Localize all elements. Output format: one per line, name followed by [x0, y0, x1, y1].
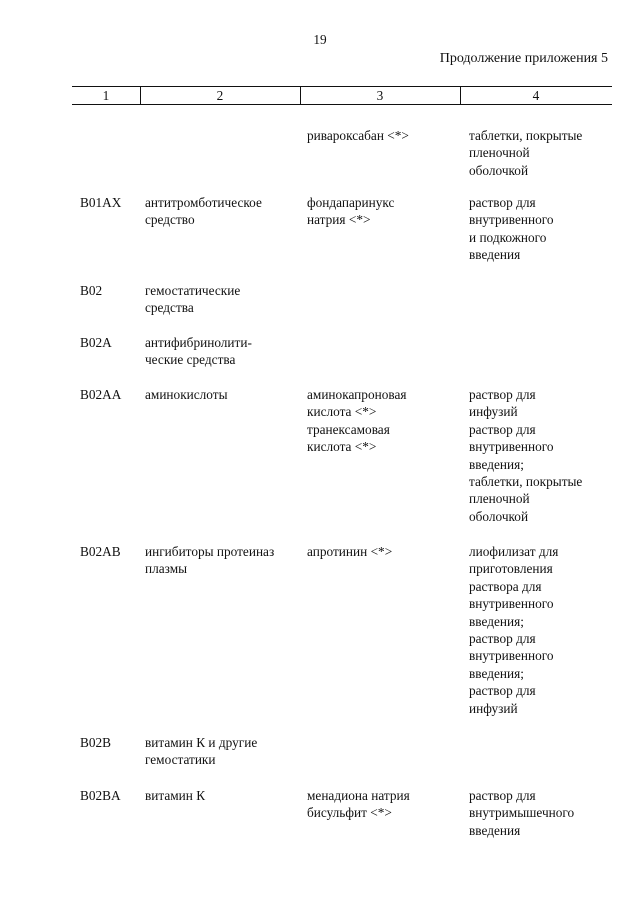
drug-cell — [307, 543, 462, 560]
page-number: 19 — [313, 32, 327, 47]
cell-line: витамин К и другие — [145, 735, 258, 750]
cell-line: лиофилизат для — [469, 544, 559, 559]
cell-line: B02A — [80, 335, 112, 350]
cell-line: B02BA — [80, 788, 121, 803]
cell-line: внутривенного — [469, 439, 554, 455]
group-cell — [145, 334, 300, 369]
cell-line: введения; — [469, 456, 524, 472]
code-cell — [80, 787, 140, 804]
cell-line: натрия <*> — [307, 212, 371, 228]
cell-line: ингибиторы протеиназ — [145, 544, 275, 559]
cell-line: кислота <*> — [307, 439, 377, 455]
cell-line: B01AX — [80, 195, 122, 210]
column-header-1: 1 — [102, 88, 110, 103]
cell-line: менадиона натрия — [307, 788, 410, 803]
cell-line: гемостатики — [145, 752, 216, 768]
cell-line: раствор для — [469, 683, 536, 699]
cell-line: аминокапроновая — [307, 387, 407, 402]
cell-line: раствора для — [469, 578, 542, 594]
cell-line: гемостатические — [145, 283, 241, 298]
cell-line: внутривенного — [469, 212, 554, 228]
cell-line: оболочкой — [469, 508, 529, 524]
cell-line: средства — [145, 300, 194, 316]
cell-line: бисульфит <*> — [307, 805, 392, 821]
code-cell — [80, 543, 140, 560]
cell-line: транексамовая — [307, 421, 390, 437]
cell-line: таблетки, покрытые — [469, 128, 583, 143]
cell-line: ческие средства — [145, 352, 236, 368]
cell-line: внутривенного — [469, 596, 554, 612]
cell-line: B02AA — [80, 387, 122, 402]
group-cell — [145, 194, 300, 229]
cell-line: оболочкой — [469, 162, 529, 178]
cell-line: раствор для — [469, 788, 536, 803]
drug-cell — [307, 787, 462, 822]
cell-line: инфузий — [469, 700, 518, 716]
column-header-4: 4 — [532, 88, 540, 103]
code-cell — [80, 734, 140, 751]
cell-line: инфузий — [469, 404, 518, 420]
cell-line: внутримышечного — [469, 805, 575, 821]
cell-line: раствор для — [469, 387, 536, 402]
cell-line: фондапаринукс — [307, 195, 395, 210]
cell-line: таблетки, покрытые — [469, 474, 583, 490]
code-cell — [80, 282, 140, 299]
cell-line: внутривенного — [469, 648, 554, 664]
cell-line: раствор для — [469, 421, 536, 437]
code-cell — [80, 194, 140, 211]
table-header — [72, 86, 612, 105]
cell-line: средство — [145, 212, 195, 228]
cell-line: введения — [469, 247, 521, 263]
form-cell — [469, 386, 619, 525]
form-cell — [469, 543, 619, 717]
code-cell — [80, 386, 140, 403]
group-cell — [145, 787, 300, 804]
cell-line: введения; — [469, 665, 524, 681]
cell-line: введения; — [469, 613, 524, 629]
form-cell — [469, 127, 619, 179]
cell-line: пленочной — [469, 491, 530, 507]
cell-line: кислота <*> — [307, 404, 377, 420]
cell-line: аминокислоты — [145, 387, 228, 402]
drug-cell — [307, 194, 462, 229]
cell-line: апротинин <*> — [307, 544, 393, 559]
cell-line: раствор для — [469, 195, 536, 210]
cell-line: и подкожного — [469, 229, 547, 245]
cell-line: антифибринолити- — [145, 335, 252, 350]
cell-line: B02 — [80, 283, 103, 298]
cell-line: приготовления — [469, 561, 553, 577]
cell-line: введения — [469, 822, 521, 838]
column-header-3: 3 — [376, 88, 384, 103]
drug-cell — [307, 386, 462, 456]
code-cell — [80, 334, 140, 351]
form-cell — [469, 787, 619, 839]
cell-line: антитромботическое — [145, 195, 262, 210]
column-header-2: 2 — [216, 88, 224, 103]
cell-line: раствор для — [469, 631, 536, 647]
cell-line: витамин К — [145, 788, 206, 803]
group-cell — [145, 543, 300, 578]
group-cell — [145, 734, 300, 769]
group-cell — [145, 386, 300, 403]
form-cell — [469, 194, 619, 264]
cell-line: ривароксабан <*> — [307, 128, 409, 143]
cell-line: пленочной — [469, 145, 530, 161]
cell-line: плазмы — [145, 561, 188, 577]
cell-line: B02AB — [80, 544, 121, 559]
cell-line: B02B — [80, 735, 112, 750]
group-cell — [145, 282, 300, 317]
drug-cell — [307, 127, 462, 144]
continuation-caption: Продолжение приложения 5 — [439, 51, 608, 66]
